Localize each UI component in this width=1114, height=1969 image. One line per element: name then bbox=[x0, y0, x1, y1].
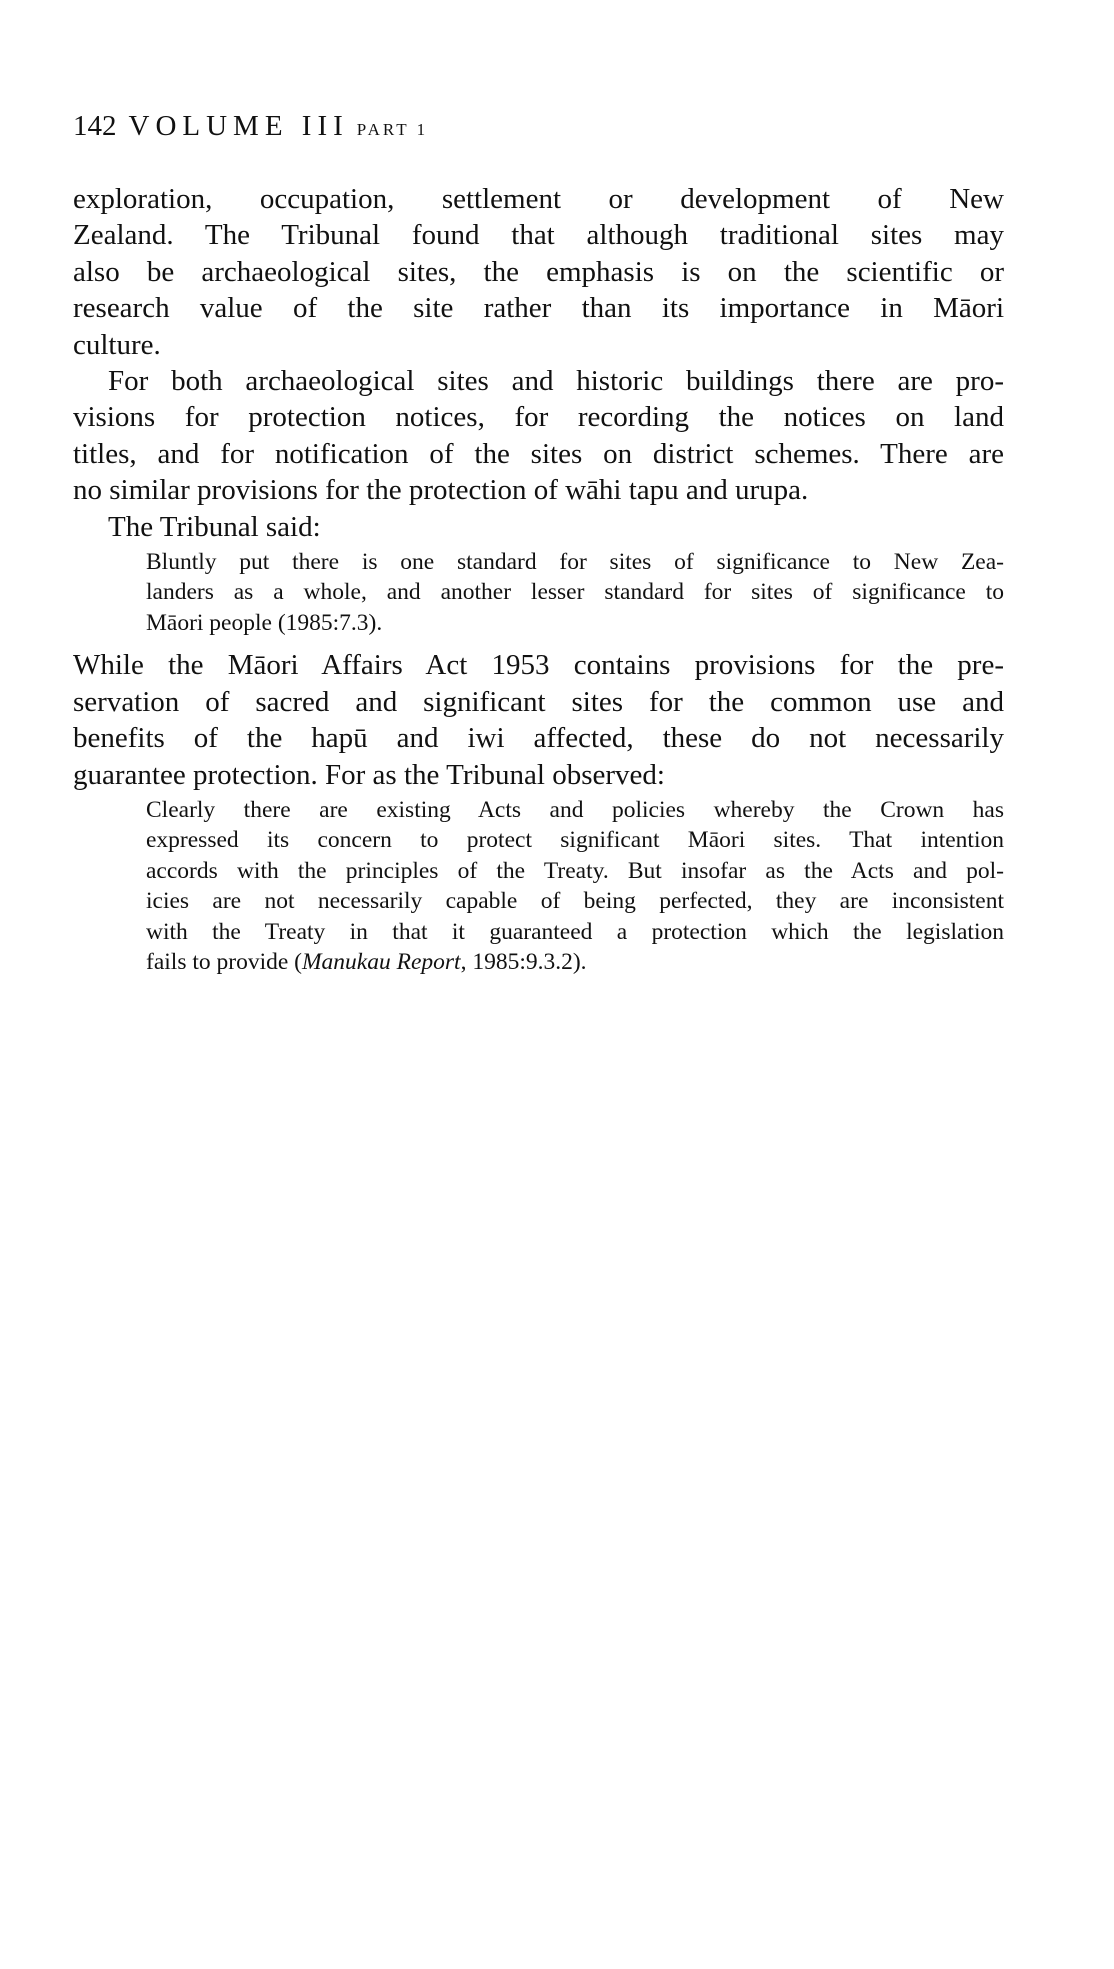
paragraph-1 bbox=[73, 181, 1004, 363]
paragraph-4 bbox=[73, 647, 1004, 793]
running-header bbox=[73, 110, 428, 143]
text-line: The Tribunal said: bbox=[108, 510, 321, 543]
text-line: no similar provisions for the protection of wāhi tapu and urupa. bbox=[73, 474, 809, 507]
text-line: culture. bbox=[73, 328, 161, 361]
text-line: also be archaeological sites, the emphasis is on the scientific or bbox=[73, 255, 1004, 288]
text-line: benefits of the hapū and iwi affected, these do not necessarily bbox=[73, 722, 1004, 755]
quote-line: icies are not necessarily capable of being perfected, they are inconsistent bbox=[146, 888, 1004, 915]
quote-line-citation bbox=[146, 947, 1004, 978]
quote-line: Bluntly put there is one standard for sites of significance to New Zea- bbox=[146, 548, 1004, 575]
part-label: PART 1 bbox=[356, 120, 429, 139]
text-line: research value of the site rather than its importance in Māori bbox=[73, 292, 1004, 325]
text-line: servation of sacred and significant sites for the common use and bbox=[73, 685, 1004, 718]
paragraph-2 bbox=[73, 363, 1004, 509]
text-line: exploration, occupation, settlement or development of New bbox=[73, 183, 1004, 215]
volume-label: VOLUME III bbox=[128, 110, 349, 142]
citation-prefix: fails to provide ( bbox=[146, 949, 302, 976]
quote-line: expressed its concern to protect significant Māori sites. That intention bbox=[146, 827, 1004, 854]
text-line: titles, and for notification of the sites on district schemes. There are bbox=[73, 437, 1004, 470]
block-quote-2 bbox=[73, 795, 1004, 978]
text-line: guarantee protection. For as the Tribunal observed: bbox=[73, 758, 665, 791]
quote-line: accords with the principles of the Treaty. But insofar as the Acts and pol- bbox=[146, 857, 1004, 884]
page-number: 142 bbox=[73, 110, 117, 142]
quote-line: Māori people (1985:7.3). bbox=[146, 609, 383, 636]
text-line: Zealand. The Tribunal found that although traditional sites may bbox=[73, 219, 1004, 252]
page-body bbox=[73, 181, 1004, 983]
block-quote-1 bbox=[73, 547, 1004, 639]
quote-line: landers as a whole, and another lesser standard for sites of significance to bbox=[146, 579, 1004, 606]
paragraph-3 bbox=[73, 509, 1004, 545]
text-line: For both archaeological sites and historic buildings there are pro- bbox=[108, 364, 1004, 397]
quote-line: with the Treaty in that it guaranteed a protection which the legislation bbox=[146, 918, 1004, 945]
text-line: While the Māori Affairs Act 1953 contains provisions for the pre- bbox=[73, 649, 1004, 682]
text-line: visions for protection notices, for recording the notices on land bbox=[73, 401, 1004, 434]
quote-line: Clearly there are existing Acts and policies whereby the Crown has bbox=[146, 796, 1004, 823]
citation-title: Manukau Report bbox=[301, 949, 461, 976]
citation-suffix: , 1985:9.3.2). bbox=[460, 949, 587, 976]
